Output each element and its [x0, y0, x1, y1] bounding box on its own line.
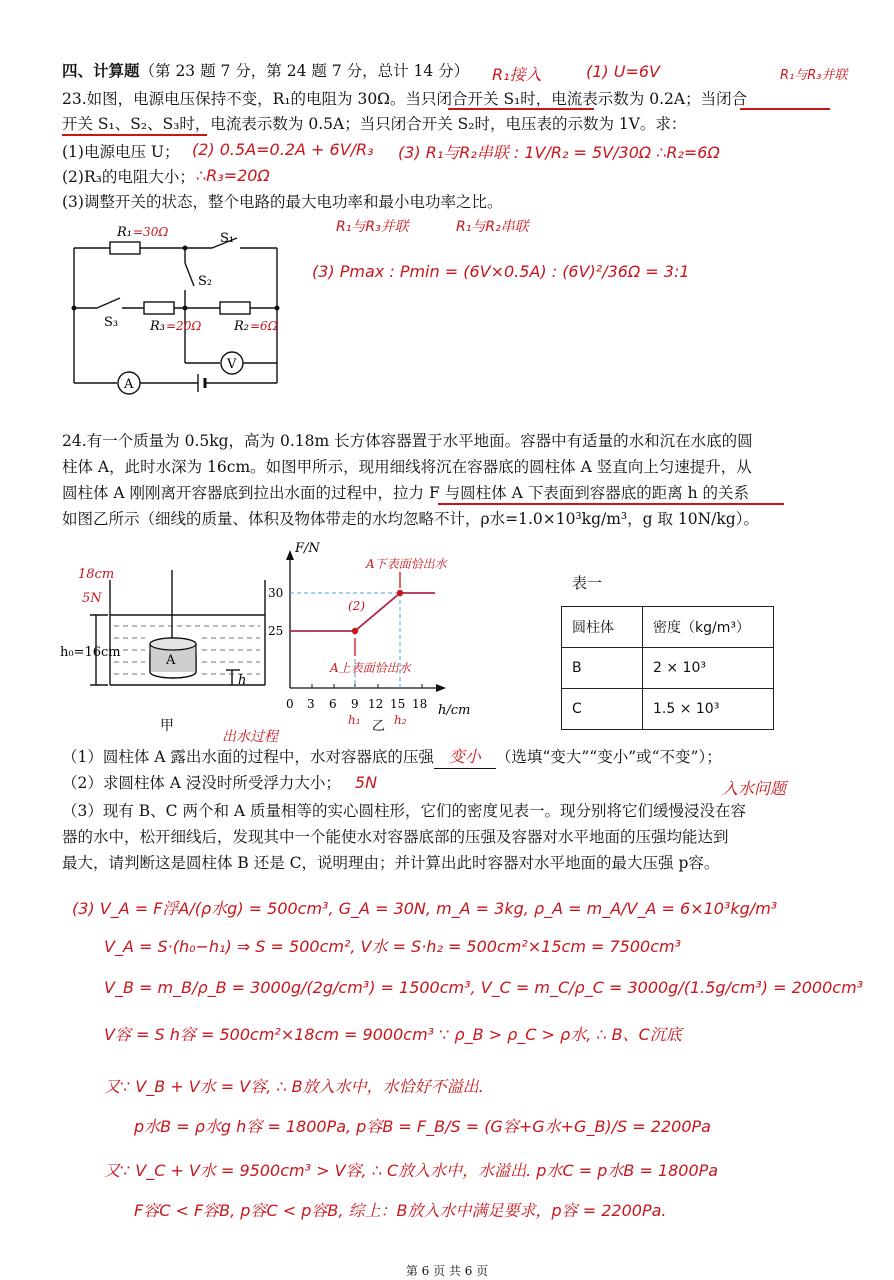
label-r2: R₂ — [234, 319, 249, 334]
note-h2: h₂ — [394, 713, 407, 727]
table-row — [562, 648, 774, 689]
section-title: 四、计算题 — [62, 62, 140, 80]
note-q23-2-eq: (2) 0.5A=0.2A + 6V/R₃ — [192, 140, 374, 159]
q24-part1-tail: （选填“变大”“变小”或“不变”）； — [495, 748, 722, 766]
table-title: 表一 — [572, 574, 603, 592]
note-parallel: R₁与R₃并联 — [336, 219, 409, 235]
depth-label: h₀=16cm — [60, 645, 121, 660]
x-tick-6: 6 — [329, 697, 337, 711]
note-q23-2-result: ∴R₃=20Ω — [196, 166, 270, 185]
q24-part1-text: （1）圆柱体 A 露出水面的过程中，水对容器底的压强 — [62, 748, 434, 766]
q23-part1: (1)电源电压 U； — [62, 143, 180, 161]
solution-line: V容 = S h容 = 500cm²×18cm = 9000cm³ ∵ ρ_B > ρ_C > ρ水, ∴ B、C沉底 — [104, 1025, 682, 1044]
note-r2-value: =6Ω — [250, 319, 278, 333]
section-subtitle: （第 23 题 7 分，第 24 题 7 分，总计 14 分） — [139, 62, 470, 80]
circuit-diagram — [62, 218, 302, 398]
voltmeter-icon: V — [227, 357, 237, 372]
note-q23-3-r2: (3) R₁与R₂串联 : 1V/R₂ = 5V/30Ω ∴R₂=6Ω — [398, 143, 720, 162]
x-tick-18: 18 — [412, 697, 428, 711]
note-water-entry: 入水问题 — [722, 779, 787, 798]
label-r1: R₁ — [117, 225, 132, 240]
section-heading — [62, 60, 469, 82]
y-tick-30: 30 — [268, 586, 284, 600]
q24-part2 — [62, 772, 377, 794]
ammeter-icon: A — [124, 377, 134, 392]
note-r1-only: R₁接入 — [492, 65, 542, 84]
q24-line3: 圆柱体 A 刚刚离开容器底到拉出水面的过程中，拉力 F 与圆柱体 A 下表面到容器底的距离 h 的关系 — [62, 484, 750, 502]
x-tick-3: 3 — [307, 697, 315, 711]
table-header-row — [562, 607, 774, 648]
x-tick-12: 12 — [368, 697, 384, 711]
cylinder-a-label: A — [166, 653, 176, 668]
y-tick-25: 25 — [268, 624, 284, 638]
chart-y-label: F/N — [295, 541, 320, 556]
q24-part3-line3: 最大，请判断这是圆柱体 B 还是 C，说明理由；并计算出此时容器对水平地面的最大压强 p容。 — [62, 854, 720, 872]
x-tick-15: 15 — [390, 697, 406, 711]
page-footer: 第 6 页 共 6 页 — [405, 1264, 489, 1278]
x-tick-9: 9 — [351, 697, 359, 711]
note-h1: h₁ — [348, 713, 361, 727]
note-bottom-exit: A下表面恰出水 — [366, 557, 447, 571]
table-cell: C — [562, 689, 643, 730]
underline-mark — [62, 134, 207, 136]
q24-part3-line2: 器的水中，松开细线后，发现其中一个能使水对容器底部的压强及容器对水平地面的压强均能达到 — [62, 828, 729, 846]
density-table — [561, 606, 774, 730]
chart-figure-label: 乙 — [372, 719, 386, 734]
figure-jia — [60, 560, 270, 740]
q23-line1: 23.如图，电源电压保持不变，R₁的电阻为 30Ω。当只闭合开关 S₁时，电流表示数为 0.2A；当闭合 — [62, 90, 748, 108]
solution-line: F容C < F容B, p容C < p容B, 综上：B放入水中满足要求，p容 = 2200Pa. — [134, 1201, 667, 1220]
x-tick-0: 0 — [286, 697, 294, 711]
note-exit-process: 出水过程 — [222, 729, 278, 745]
solution-line: p水B = ρ水g h容 = 1800Pa, p容B = F_B/S = (G容+G水+G_B)/S = 2200Pa — [134, 1117, 711, 1136]
label-s3: S₃ — [104, 315, 119, 330]
note-top-exit: A上表面恰出水 — [330, 661, 411, 675]
note-r1-value: =30Ω — [133, 225, 169, 239]
q24-part2-text: （2）求圆柱体 A 浸没时所受浮力大小； — [62, 774, 341, 792]
solution-line: 又∵ V_B + V水 = V容, ∴ B放入水中，水恰好不溢出. — [104, 1077, 484, 1096]
q23-part2: (2)R₃的电阻大小； — [62, 168, 195, 186]
note-series: R₁与R₂串联 — [456, 219, 529, 235]
note-power-ratio: (3) Pmax : Pmin = (6V×0.5A) : (6V)²/36Ω = 3:1 — [312, 262, 690, 281]
note-part2: (2) — [348, 599, 365, 613]
underline-mark — [448, 108, 594, 110]
answer-5n: 5N — [354, 773, 378, 792]
solution-line: 又∵ V_C + V水 = 9500cm³ > V容, ∴ C放入水中，水溢出. p水C = p水B = 1800Pa — [104, 1161, 719, 1180]
note-u-6v: (1) U=6V — [586, 62, 660, 81]
note-r3-value: =20Ω — [166, 319, 202, 333]
table-header-cell: 密度（kg/m³） — [643, 607, 774, 648]
label-r3: R₃ — [150, 319, 165, 334]
solution-line: V_A = S·(h₀−h₁) ⇒ S = 500cm², V水 = S·h₂ = 500cm²×15cm = 7500cm³ — [104, 937, 682, 956]
table-header-cell: 圆柱体 — [562, 607, 643, 648]
underline-mark — [740, 108, 830, 110]
table-row — [562, 689, 774, 730]
chart-point — [352, 628, 358, 634]
label-s2: S₂ — [198, 274, 213, 289]
q23-line2: 开关 S₁、S₂、S₃时，电流表示数为 0.5A；当只闭合开关 S₂时，电压表的示数为 1V。求： — [62, 115, 687, 133]
q24-line4: 如图乙所示（细线的质量、体积及物体带走的水均忽略不计，ρ水=1.0×10³kg/m³，g 取 10N/kg）。 — [62, 510, 759, 528]
table-cell: 2 × 10³ — [643, 648, 774, 689]
q24-part1 — [62, 746, 722, 769]
q24-line1: 24.有一个质量为 0.5kg，高为 0.18m 长方体容器置于水平地面。容器中有适量的水和沉在水底的圆 — [62, 432, 753, 450]
q23-part3: (3)调整开关的状态，整个电路的最大电功率和最小电功率之比。 — [62, 193, 503, 211]
table-cell: B — [562, 648, 643, 689]
note-5n: 5N — [82, 591, 102, 606]
solution-line: V_B = m_B/ρ_B = 3000g/(2g/cm³) = 1500cm³, V_C = m_C/ρ_C = 3000g/(1.5g/cm³) = 2000cm³ — [104, 978, 864, 997]
q24-part3-line1: （3）现有 B、C 两个和 A 质量相等的实心圆柱形，它们的密度见表一。现分别将它们缓慢浸没在容 — [62, 802, 747, 820]
chart-x-label: h/cm — [438, 703, 471, 718]
note-18cm: 18cm — [78, 567, 115, 582]
h-label: h — [238, 673, 247, 688]
figure-jia-label: 甲 — [160, 718, 174, 734]
note-r1-r3-parallel: R₁与R₃并联 — [780, 68, 848, 83]
solution-line: (3) V_A = F浮A/(ρ水g) = 500cm³, G_A = 30N, m_A = 3kg, ρ_A = m_A/V_A = 6×10³kg/m³ — [72, 899, 778, 918]
chart-point — [397, 590, 403, 596]
figure-yi-chart — [270, 538, 520, 738]
q24-line2: 柱体 A，此时水深为 16cm。如图甲所示，现用细线将沉在容器底的圆柱体 A 竖直向上匀速提升，从 — [62, 458, 752, 476]
answer-blank: 变小 — [434, 746, 496, 769]
underline-mark — [438, 503, 784, 505]
table-cell: 1.5 × 10³ — [643, 689, 774, 730]
label-s1: S₁ — [220, 231, 235, 246]
